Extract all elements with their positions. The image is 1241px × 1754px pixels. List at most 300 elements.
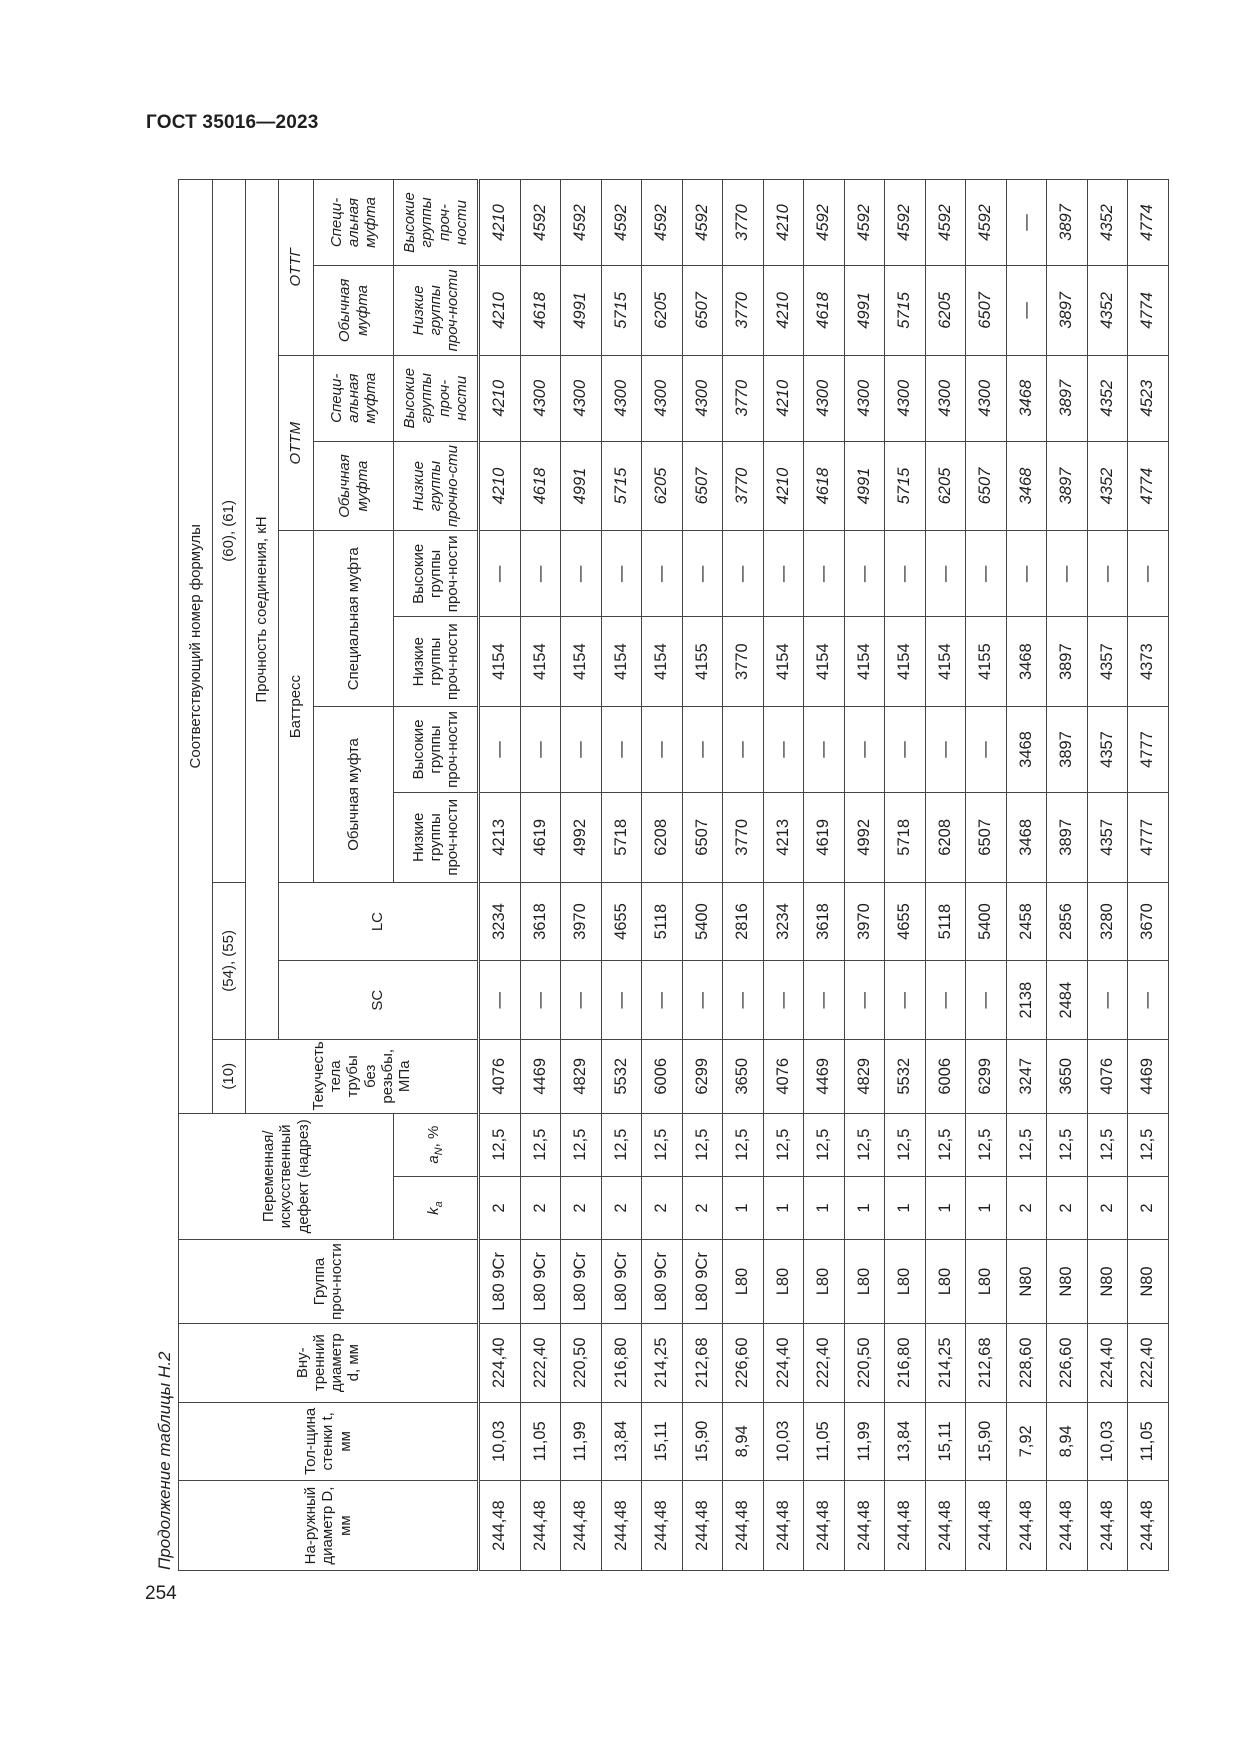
table-cell: 13,84: [601, 1402, 642, 1481]
table-cell: 5718: [885, 792, 926, 882]
table-row: [804, 180, 845, 1571]
table-cell: 12,5: [763, 1113, 804, 1176]
col-wall-thickness: Тол-щина стенки t, мм: [179, 1402, 479, 1481]
col-ottg-regular-low: Низкие группы проч-ности: [394, 265, 479, 355]
table-cell: —: [561, 531, 602, 617]
table-cell: 4300: [844, 355, 885, 441]
table-cell: —: [479, 961, 521, 1040]
table-cell: —: [885, 961, 926, 1040]
table-cell: 11,05: [1128, 1402, 1169, 1481]
table-cell: 5715: [885, 265, 926, 355]
table-row: [966, 180, 1007, 1571]
formula-10: (10): [213, 1040, 246, 1114]
table-cell: 6205: [925, 441, 966, 531]
table-cell: 12,5: [723, 1113, 764, 1176]
table-cell: —: [925, 961, 966, 1040]
table-cell: L80 9Cr: [601, 1240, 642, 1324]
table-cell: 4523: [1128, 355, 1169, 441]
table-cell: —: [561, 961, 602, 1040]
table-cell: —: [763, 961, 804, 1040]
table-cell: —: [601, 961, 642, 1040]
table-cell: 244,48: [844, 1481, 885, 1571]
table-cell: 4619: [520, 792, 561, 882]
table-cell: 5118: [642, 882, 683, 961]
table-cell: L80: [925, 1240, 966, 1324]
table-cell: 4352: [1087, 355, 1128, 441]
table-cell: 6299: [966, 1040, 1007, 1114]
table-cell: 4592: [885, 180, 926, 266]
table-cell: —: [844, 531, 885, 617]
table-cell: 2: [1006, 1176, 1047, 1239]
table-cell: 3770: [723, 441, 764, 531]
table-cell: 4619: [804, 792, 845, 882]
table-cell: 216,80: [601, 1323, 642, 1402]
table-cell: 228,60: [1006, 1323, 1047, 1402]
table-cell: 4618: [520, 441, 561, 531]
table-cell: 3468: [1006, 355, 1047, 441]
table-cell: 4155: [682, 617, 723, 707]
col-ottm-regular-low: Низкие группы прочно-сти: [394, 441, 479, 531]
table-cell: 222,40: [520, 1323, 561, 1402]
col-outer-diameter: На-ружный диаметр D, мм: [179, 1481, 479, 1571]
formula-60-61: (60), (61): [213, 180, 246, 883]
table-cell: —: [763, 707, 804, 793]
table-cell: 12,5: [479, 1113, 521, 1176]
table-cell: 2: [561, 1176, 602, 1239]
table-cell: 13,84: [885, 1402, 926, 1481]
table-cell: 4592: [642, 180, 683, 266]
table-cell: 4210: [763, 265, 804, 355]
table-cell: 6507: [966, 265, 1007, 355]
table-cell: 2458: [1006, 882, 1047, 961]
table-cell: 12,5: [561, 1113, 602, 1176]
table-cell: 7,92: [1006, 1402, 1047, 1481]
table-cell: 244,48: [885, 1481, 926, 1571]
table-cell: 222,40: [804, 1323, 845, 1402]
table-cell: 15,90: [682, 1402, 723, 1481]
table-cell: 4469: [1128, 1040, 1169, 1114]
table-row: [1047, 180, 1088, 1571]
table-cell: 6299: [682, 1040, 723, 1114]
table-cell: 12,5: [966, 1113, 1007, 1176]
table-cell: 12,5: [642, 1113, 683, 1176]
table-cell: 244,48: [763, 1481, 804, 1571]
table-cell: —: [601, 707, 642, 793]
rotated-table-container: [178, 179, 1157, 1571]
table-cell: 3234: [763, 882, 804, 961]
table-cell: —: [520, 531, 561, 617]
table-cell: 4373: [1128, 617, 1169, 707]
table-cell: 4618: [804, 265, 845, 355]
table-cell: 5400: [966, 882, 1007, 961]
table-cell: 4357: [1087, 707, 1128, 793]
table-cell: 4777: [1128, 792, 1169, 882]
table-cell: 6507: [682, 265, 723, 355]
table-row: [1128, 180, 1169, 1571]
col-inner-diameter: Вну-тренний диаметр d, мм: [179, 1323, 479, 1402]
col-regular-coupling: Обычная муфта: [314, 707, 394, 883]
table-cell: 4992: [561, 792, 602, 882]
table-row: [642, 180, 683, 1571]
table-cell: 244,48: [723, 1481, 764, 1571]
table-cell: 11,05: [804, 1402, 845, 1481]
table-cell: 1: [966, 1176, 1007, 1239]
data-table: [178, 179, 1169, 1571]
table-cell: 4210: [763, 355, 804, 441]
table-cell: 6006: [642, 1040, 683, 1114]
table-cell: —: [1087, 531, 1128, 617]
table-cell: L80: [763, 1240, 804, 1324]
table-cell: 4991: [561, 265, 602, 355]
col-buttress-regular-high: Высокие группы проч-ности: [394, 707, 479, 793]
table-cell: 10,03: [763, 1402, 804, 1481]
table-cell: 2: [601, 1176, 642, 1239]
table-cell: 2: [1047, 1176, 1088, 1239]
table-row: [723, 180, 764, 1571]
table-row: [763, 180, 804, 1571]
table-cell: 5715: [885, 441, 926, 531]
table-cell: 4300: [885, 355, 926, 441]
col-ottm-regular: Обычная муфта: [314, 441, 394, 531]
table-cell: 4592: [520, 180, 561, 266]
table-cell: 3670: [1128, 882, 1169, 961]
table-row: [925, 180, 966, 1571]
table-cell: L80: [804, 1240, 845, 1324]
table-cell: 12,5: [804, 1113, 845, 1176]
table-cell: 15,11: [925, 1402, 966, 1481]
table-cell: 1: [885, 1176, 926, 1239]
table-cell: 4300: [601, 355, 642, 441]
table-cell: 3970: [844, 882, 885, 961]
table-cell: 4592: [804, 180, 845, 266]
col-defect: Переменная/ искусственный дефект (надрез): [179, 1113, 394, 1240]
table-cell: 220,50: [561, 1323, 602, 1402]
table-cell: —: [682, 961, 723, 1040]
table-cell: 4155: [966, 617, 1007, 707]
table-cell: 4300: [520, 355, 561, 441]
table-cell: 4154: [763, 617, 804, 707]
table-cell: 3897: [1047, 265, 1088, 355]
table-cell: 1: [763, 1176, 804, 1239]
table-cell: 3770: [723, 265, 764, 355]
table-cell: 3234: [479, 882, 521, 961]
table-cell: 4076: [1087, 1040, 1128, 1114]
table-cell: 4213: [479, 792, 521, 882]
table-cell: 4154: [642, 617, 683, 707]
table-cell: 3280: [1087, 882, 1128, 961]
page-number: 254: [145, 1583, 177, 1604]
table-cell: L80: [966, 1240, 1007, 1324]
table-cell: —: [682, 707, 723, 793]
col-ottg-special-high: Высокие группы проч-ности: [394, 180, 479, 266]
col-buttress: Баттресс: [279, 531, 314, 882]
table-cell: 6208: [925, 792, 966, 882]
table-cell: 4210: [479, 441, 521, 531]
table-row: [885, 180, 926, 1571]
document-header: ГОСТ 35016—2023: [146, 112, 319, 133]
table-cell: —: [1006, 265, 1047, 355]
table-cell: 4592: [844, 180, 885, 266]
table-cell: 226,60: [723, 1323, 764, 1402]
table-cell: 4154: [844, 617, 885, 707]
table-cell: 4357: [1087, 617, 1128, 707]
table-cell: 4076: [479, 1040, 521, 1114]
table-body: [479, 180, 1169, 1571]
col-ottg-regular: Обычная муфта: [314, 265, 394, 355]
table-cell: 10,03: [1087, 1402, 1128, 1481]
table-cell: —: [682, 531, 723, 617]
col-ottm-special: Специ-альная муфта: [314, 355, 394, 441]
table-cell: —: [925, 531, 966, 617]
table-cell: 6507: [966, 441, 1007, 531]
table-cell: 4300: [642, 355, 683, 441]
col-ottg-special: Специ-альная муфта: [314, 180, 394, 266]
col-buttress-special-low: Низкие группы проч-ности: [394, 617, 479, 707]
table-cell: —: [1087, 961, 1128, 1040]
table-cell: 4777: [1128, 707, 1169, 793]
col-yield: Текучесть тела трубы без резьбы, МПа: [246, 1040, 479, 1114]
table-cell: 4592: [966, 180, 1007, 266]
table-cell: L80: [844, 1240, 885, 1324]
table-cell: 4774: [1128, 180, 1169, 266]
table-cell: 244,48: [1087, 1481, 1128, 1571]
table-cell: 4154: [520, 617, 561, 707]
col-joint-strength: Прочность соединения, кН: [246, 180, 279, 1040]
table-cell: L80 9Cr: [682, 1240, 723, 1324]
table-cell: 4829: [561, 1040, 602, 1114]
table-cell: 4300: [561, 355, 602, 441]
table-cell: 244,48: [561, 1481, 602, 1571]
table-cell: —: [885, 531, 926, 617]
table-cell: 3468: [1006, 441, 1047, 531]
table-cell: —: [723, 707, 764, 793]
table-cell: 8,94: [1047, 1402, 1088, 1481]
table-cell: 15,11: [642, 1402, 683, 1481]
table-row: [1006, 180, 1047, 1571]
table-cell: 4300: [682, 355, 723, 441]
table-cell: 3468: [1006, 617, 1047, 707]
table-cell: 11,05: [520, 1402, 561, 1481]
table-cell: 12,5: [520, 1113, 561, 1176]
table-cell: 3650: [1047, 1040, 1088, 1114]
table-cell: L80 9Cr: [479, 1240, 521, 1324]
table-cell: 1: [804, 1176, 845, 1239]
table-cell: 222,40: [1128, 1323, 1169, 1402]
table-cell: 244,48: [642, 1481, 683, 1571]
table-cell: —: [844, 961, 885, 1040]
col-ka: $k_a$: [394, 1176, 479, 1239]
table-cell: 4154: [885, 617, 926, 707]
table-cell: 244,48: [1006, 1481, 1047, 1571]
table-cell: 6006: [925, 1040, 966, 1114]
table-cell: —: [601, 531, 642, 617]
table-row: [561, 180, 602, 1571]
table-cell: 4774: [1128, 265, 1169, 355]
table-cell: 2: [520, 1176, 561, 1239]
col-lc: LC: [279, 882, 479, 961]
table-cell: 4655: [601, 882, 642, 961]
table-cell: 244,48: [1047, 1481, 1088, 1571]
table-cell: 1: [925, 1176, 966, 1239]
table-cell: 11,99: [561, 1402, 602, 1481]
table-cell: 12,5: [682, 1113, 723, 1176]
table-cell: 244,48: [925, 1481, 966, 1571]
table-cell: N80: [1128, 1240, 1169, 1324]
table-cell: 4210: [763, 180, 804, 266]
table-cell: 3650: [723, 1040, 764, 1114]
table-cell: 4991: [561, 441, 602, 531]
table-cell: 4992: [844, 792, 885, 882]
table-cell: 4076: [763, 1040, 804, 1114]
table-cell: —: [479, 707, 521, 793]
col-special-coupling: Специальная муфта: [314, 531, 394, 707]
table-cell: —: [520, 707, 561, 793]
table-cell: 244,48: [520, 1481, 561, 1571]
table-cell: —: [925, 707, 966, 793]
table-cell: 244,48: [479, 1481, 521, 1571]
table-cell: 3897: [1047, 180, 1088, 266]
table-cell: 1: [844, 1176, 885, 1239]
table-cell: 4210: [479, 355, 521, 441]
table-cell: 6507: [682, 792, 723, 882]
table-cell: 3770: [723, 180, 764, 266]
table-cell: 4300: [804, 355, 845, 441]
table-cell: 2: [1087, 1176, 1128, 1239]
table-cell: 212,68: [966, 1323, 1007, 1402]
table-cell: 3618: [520, 882, 561, 961]
table-cell: L80 9Cr: [561, 1240, 602, 1324]
table-cell: —: [804, 531, 845, 617]
table-cell: 3770: [723, 617, 764, 707]
table-cell: 224,40: [479, 1323, 521, 1402]
table-cell: 11,99: [844, 1402, 885, 1481]
table-cell: 5400: [682, 882, 723, 961]
table-cell: 4210: [763, 441, 804, 531]
table-cell: 4352: [1087, 441, 1128, 531]
table-cell: 2: [682, 1176, 723, 1239]
table-cell: —: [723, 531, 764, 617]
table-cell: —: [966, 707, 1007, 793]
table-row: [601, 180, 642, 1571]
table-cell: 5715: [601, 441, 642, 531]
table-row: [1087, 180, 1128, 1571]
table-cell: 3897: [1047, 792, 1088, 882]
table-cell: 12,5: [1006, 1113, 1047, 1176]
table-cell: 4300: [925, 355, 966, 441]
table-cell: 226,60: [1047, 1323, 1088, 1402]
table-cell: —: [723, 961, 764, 1040]
table-cell: 3897: [1047, 617, 1088, 707]
table-cell: 12,5: [925, 1113, 966, 1176]
table-cell: —: [763, 531, 804, 617]
table-cell: 6205: [925, 265, 966, 355]
table-cell: 244,48: [601, 1481, 642, 1571]
table-cell: —: [479, 531, 521, 617]
table-cell: 12,5: [1047, 1113, 1088, 1176]
table-cell: —: [561, 707, 602, 793]
col-ottg: ОТТГ: [279, 180, 314, 356]
table-cell: 3897: [1047, 441, 1088, 531]
table-cell: —: [966, 961, 1007, 1040]
table-cell: 5118: [925, 882, 966, 961]
table-cell: 6205: [642, 265, 683, 355]
table-cell: 4592: [925, 180, 966, 266]
table-cell: L80: [885, 1240, 926, 1324]
table-cell: 244,48: [682, 1481, 723, 1571]
col-buttress-special-high: Высокие группы проч-ности: [394, 531, 479, 617]
table-row: [520, 180, 561, 1571]
table-cell: 4592: [561, 180, 602, 266]
table-cell: 244,48: [804, 1481, 845, 1571]
table-cell: L80 9Cr: [520, 1240, 561, 1324]
table-cell: 12,5: [885, 1113, 926, 1176]
table-cell: 3247: [1006, 1040, 1047, 1114]
table-cell: 4991: [844, 265, 885, 355]
table-cell: 12,5: [1128, 1113, 1169, 1176]
table-cell: 4210: [479, 265, 521, 355]
table-cell: 10,03: [479, 1402, 521, 1481]
table-cell: 220,50: [844, 1323, 885, 1402]
table-cell: N80: [1006, 1240, 1047, 1324]
table-cell: 2: [1128, 1176, 1169, 1239]
table-cell: 4352: [1087, 265, 1128, 355]
table-cell: 244,48: [966, 1481, 1007, 1571]
table-cell: 4991: [844, 441, 885, 531]
table-row: [844, 180, 885, 1571]
table-cell: 6205: [642, 441, 683, 531]
table-cell: 224,40: [1087, 1323, 1128, 1402]
table-cell: 4357: [1087, 792, 1128, 882]
table-cell: N80: [1047, 1240, 1088, 1324]
table-cell: 4618: [804, 441, 845, 531]
col-strength-group: Группа проч-ности: [179, 1240, 479, 1324]
table-cell: 244,48: [1128, 1481, 1169, 1571]
table-cell: 4829: [844, 1040, 885, 1114]
table-cell: 4655: [885, 882, 926, 961]
col-ottm: ОТТМ: [279, 355, 314, 531]
table-cell: —: [1128, 531, 1169, 617]
table-cell: 4154: [804, 617, 845, 707]
table-cell: —: [1047, 531, 1088, 617]
table-cell: —: [642, 531, 683, 617]
table-cell: 15,90: [966, 1402, 1007, 1481]
table-cell: 1: [723, 1176, 764, 1239]
table-cell: —: [1128, 961, 1169, 1040]
table-cell: 4774: [1128, 441, 1169, 531]
table-cell: 4213: [763, 792, 804, 882]
table-cell: 224,40: [763, 1323, 804, 1402]
table-cell: L80: [723, 1240, 764, 1324]
table-cell: 3468: [1006, 707, 1047, 793]
table-cell: 216,80: [885, 1323, 926, 1402]
table-cell: 4592: [601, 180, 642, 266]
table-cell: 3468: [1006, 792, 1047, 882]
table-cell: —: [642, 961, 683, 1040]
table-cell: 212,68: [682, 1323, 723, 1402]
table-cell: 8,94: [723, 1402, 764, 1481]
table-cell: 12,5: [1087, 1113, 1128, 1176]
table-cell: N80: [1087, 1240, 1128, 1324]
table-row: [479, 180, 521, 1571]
col-sc: SC: [279, 961, 479, 1040]
table-cell: 4154: [561, 617, 602, 707]
table-cell: —: [1006, 531, 1047, 617]
table-cell: L80 9Cr: [642, 1240, 683, 1324]
table-head: [179, 180, 479, 1571]
table-cell: —: [966, 531, 1007, 617]
table-cell: 3770: [723, 792, 764, 882]
table-cell: —: [885, 707, 926, 793]
